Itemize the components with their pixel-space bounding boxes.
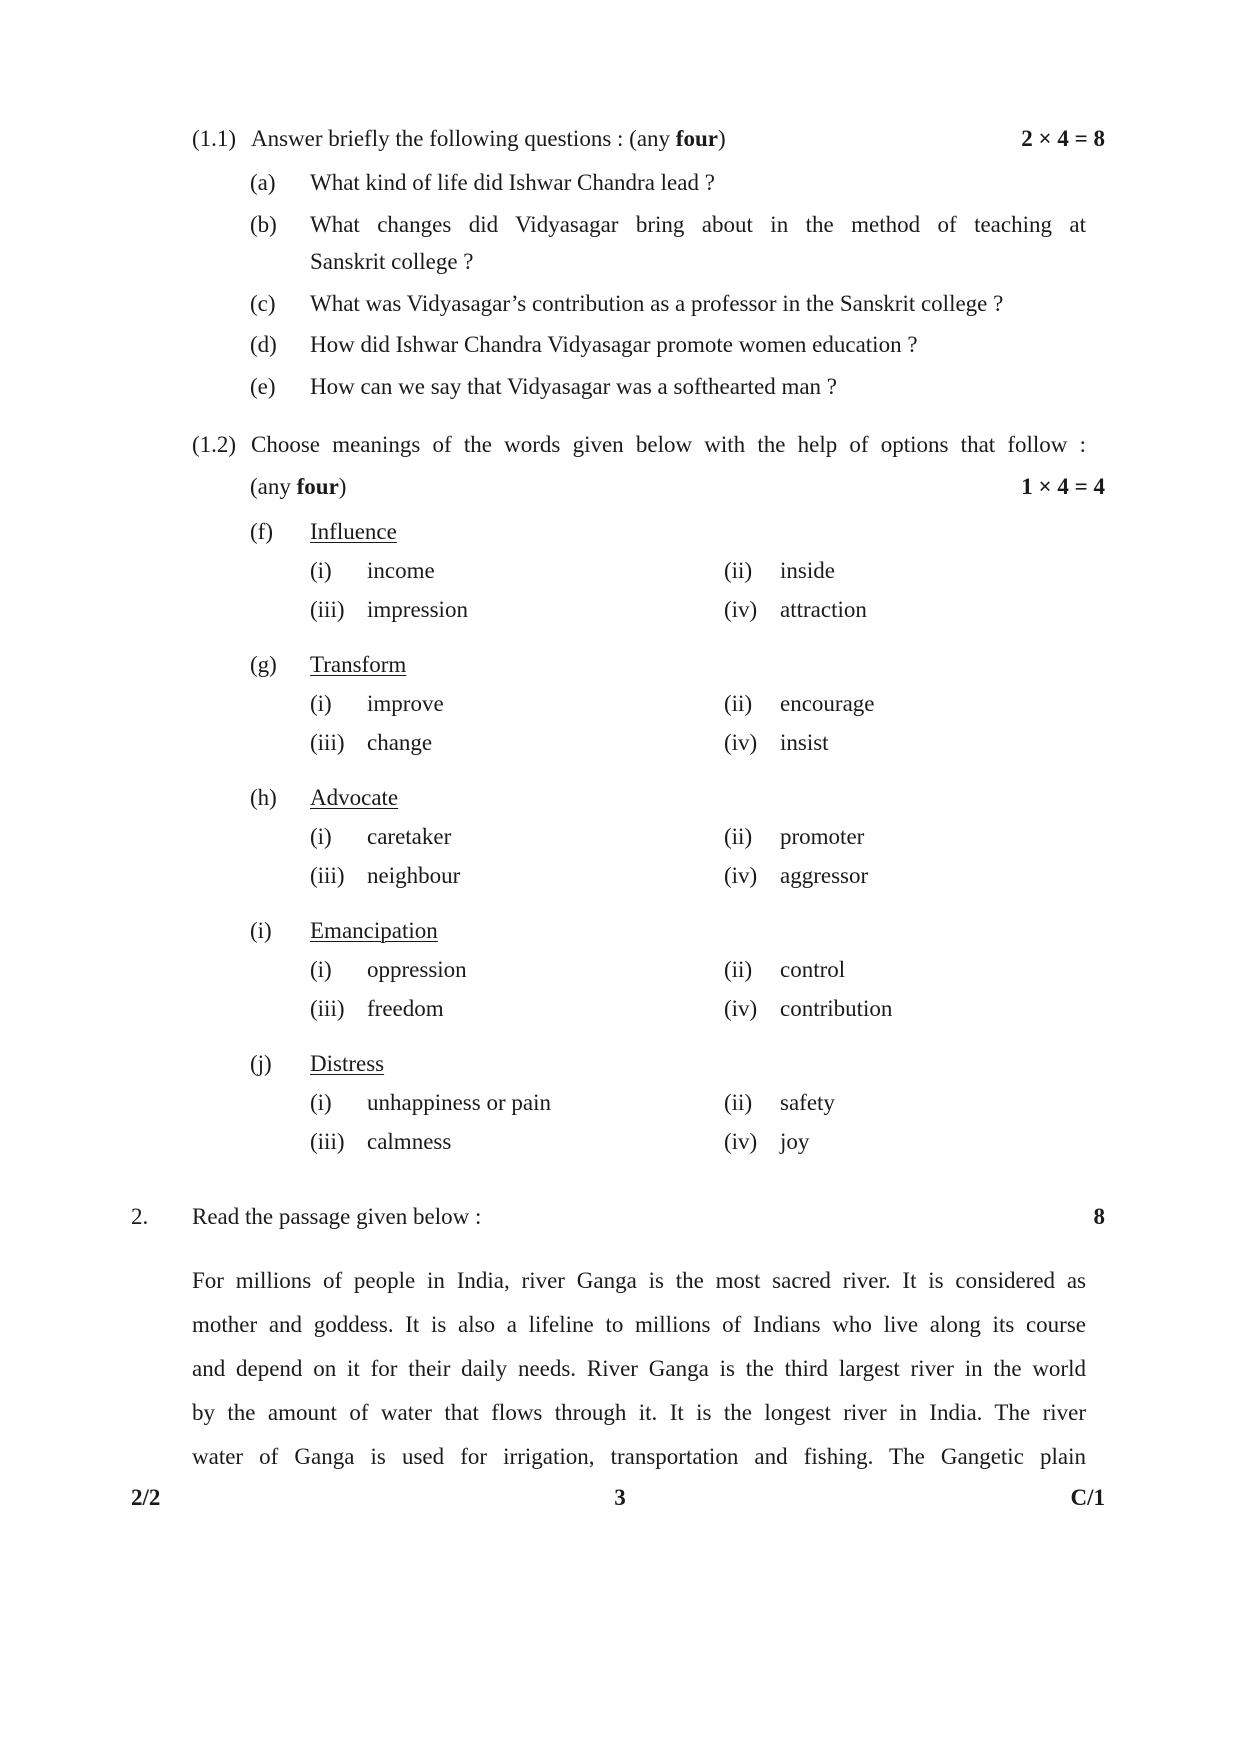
q1-1-item-label: (c) — [250, 291, 276, 316]
option-label: (iv) — [724, 996, 758, 1021]
q1-1-instruction-bold: four — [675, 126, 718, 151]
option-text: caretaker — [367, 824, 452, 849]
passage-line: For millions of people in India, river Ganga is the most sacred river. It is considered as — [192, 1268, 1086, 1293]
option-text: aggressor — [780, 863, 869, 888]
option-label: (iii) — [310, 730, 345, 755]
option-label: (i) — [310, 691, 332, 716]
option-label: (i) — [310, 957, 332, 982]
option-label: (ii) — [724, 957, 753, 982]
q1-2-number: (1.2) — [192, 432, 237, 457]
option-text: insist — [780, 730, 829, 755]
q1-1-item-text-cont: Sanskrit college ? — [310, 249, 474, 274]
option-label: (ii) — [724, 558, 753, 583]
q1-2-instruction-text: (any — [250, 474, 297, 499]
option-text: joy — [780, 1129, 810, 1154]
q1-1-instruction-text: Answer briefly the following questions : (any — [251, 126, 676, 151]
option-label: (ii) — [724, 824, 753, 849]
word-label: (j) — [250, 1051, 272, 1076]
option-text: calmness — [367, 1129, 452, 1154]
option-text: encourage — [780, 691, 875, 716]
option-label: (ii) — [724, 691, 753, 716]
option-text: control — [780, 957, 846, 982]
option-text: income — [367, 558, 435, 583]
option-text: neighbour — [367, 863, 461, 888]
q2-number: 2. — [131, 1204, 149, 1229]
passage-line: by the amount of water that flows through it. It is the longest river in India. The river — [192, 1400, 1086, 1425]
word-term: Advocate — [310, 785, 399, 810]
q1-2-marks: 1 × 4 = 4 — [1021, 474, 1105, 499]
option-text: impression — [367, 597, 468, 622]
option-text: attraction — [780, 597, 867, 622]
option-text: inside — [780, 558, 835, 583]
passage-line: mother and goddess. It is also a lifeline to millions of Indians who live along its course — [192, 1312, 1086, 1337]
option-label: (i) — [310, 558, 332, 583]
word-term: Transform — [310, 652, 407, 677]
option-text: change — [367, 730, 433, 755]
option-label: (i) — [310, 1090, 332, 1115]
q1-1-instruction — [251, 125, 726, 153]
option-label: (ii) — [724, 1090, 753, 1115]
q1-1-marks: 2 × 4 = 8 — [1021, 126, 1105, 151]
q1-1-number: (1.1) — [192, 126, 237, 151]
option-label: (iv) — [724, 597, 758, 622]
q1-1-item-text: What kind of life did Ishwar Chandra lead ? — [310, 170, 715, 195]
option-label: (i) — [310, 824, 332, 849]
option-text: improve — [367, 691, 444, 716]
option-label: (iii) — [310, 597, 345, 622]
q2-instruction: Read the passage given below : — [192, 1204, 482, 1229]
q1-1-item-label: (e) — [250, 374, 276, 399]
word-term: Distress — [310, 1051, 385, 1076]
q1-1-instruction-close: ) — [717, 126, 726, 151]
word-label: (g) — [250, 652, 277, 677]
option-label: (iv) — [724, 730, 758, 755]
option-text: contribution — [780, 996, 893, 1021]
page-number: 3 — [614, 1485, 626, 1510]
option-text: oppression — [367, 957, 467, 982]
q1-1-item-label: (a) — [250, 170, 276, 195]
q1-2-instruction-close: ) — [338, 474, 347, 499]
option-label: (iii) — [310, 1129, 345, 1154]
q1-1-item-text: How did Ishwar Chandra Vidyasagar promote women education ? — [310, 332, 918, 357]
option-label: (iii) — [310, 996, 345, 1021]
footer-right: C/1 — [1070, 1485, 1105, 1510]
option-text: promoter — [780, 824, 865, 849]
option-text: safety — [780, 1090, 835, 1115]
passage-line: water of Ganga is used for irrigation, transportation and fishing. The Gangetic plain — [192, 1444, 1086, 1469]
q1-2-instruction-cont — [250, 473, 346, 501]
q1-2-instruction: Choose meanings of the words given below with the help of options that follow : — [251, 432, 1086, 457]
option-text: unhappiness or pain — [367, 1090, 551, 1115]
word-label: (f) — [250, 519, 273, 544]
q1-1-item-text: How can we say that Vidyasagar was a softhearted man ? — [310, 374, 838, 399]
option-label: (iv) — [724, 1129, 758, 1154]
q1-1-item-label: (b) — [250, 212, 277, 237]
option-label: (iii) — [310, 863, 345, 888]
word-label: (i) — [250, 918, 272, 943]
word-term: Influence — [310, 519, 397, 544]
word-label: (h) — [250, 785, 277, 810]
q1-1-item-text: What was Vidyasagar’s contribution as a professor in the Sanskrit college ? — [310, 291, 1004, 316]
q1-2-instruction-bold: four — [296, 474, 339, 499]
q1-1-item-text: What changes did Vidyasagar bring about in the method of teaching at — [310, 212, 1086, 237]
option-label: (iv) — [724, 863, 758, 888]
option-text: freedom — [367, 996, 444, 1021]
passage-line: and depend on it for their daily needs. River Ganga is the third largest river in the world — [192, 1356, 1086, 1381]
q2-marks: 8 — [1093, 1204, 1105, 1229]
word-term: Emancipation — [310, 918, 438, 943]
footer-left: 2/2 — [131, 1485, 161, 1510]
q1-1-item-label: (d) — [250, 332, 277, 357]
